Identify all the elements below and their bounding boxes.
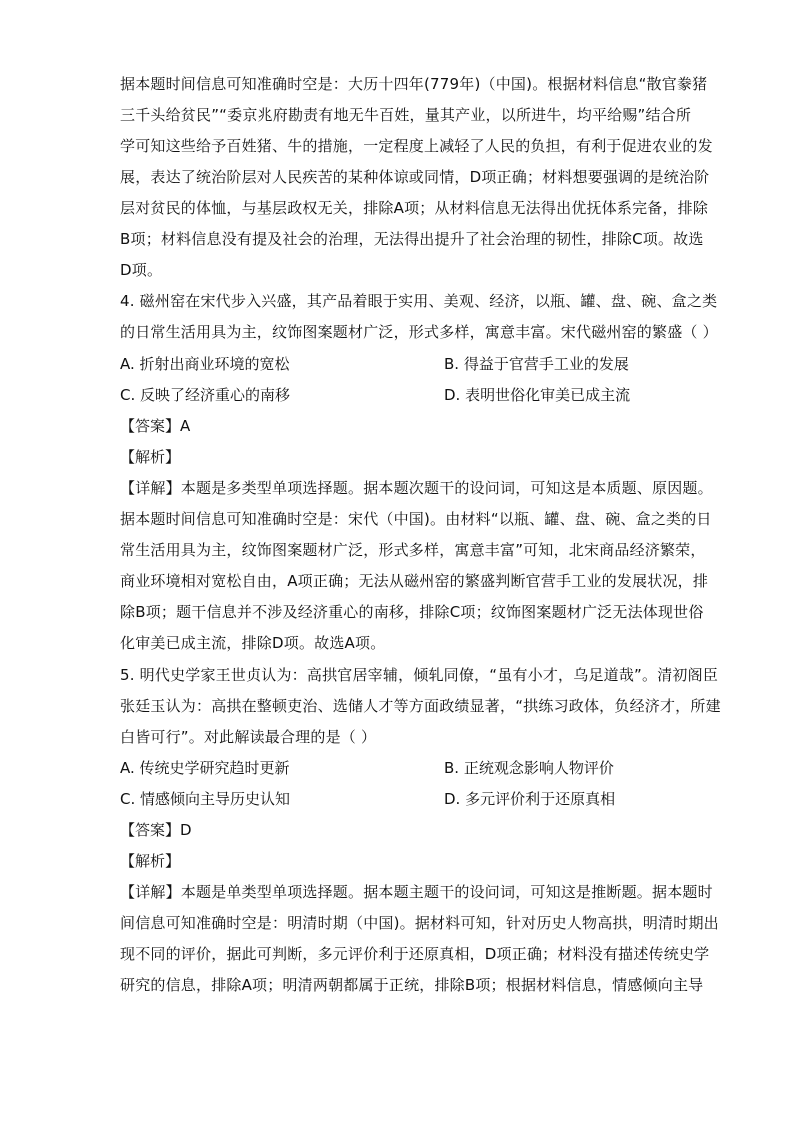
- q5-option-d: D. 多元评价利于还原真相: [444, 790, 616, 808]
- q5-option-a: A. 传统史学研究趋时更新: [120, 759, 290, 777]
- q5-option-c: C. 情感倾向主导历史认知: [120, 790, 291, 808]
- q5-stem-line: 5. 明代史学家王世贞认为：高拱官居宰辅，倾轧同僚，“虽有小才，乌足道哉”。清初阁臣: [120, 666, 719, 684]
- q5-detail-line: 间信息可知准确时空是：明清时期（中国)。据材料可知，针对历史人物高拱，明清时期出: [120, 914, 719, 932]
- q4-detail-line: 除B项；题干信息并不涉及经济重心的南移，排除C项；纹饰图案题材广泛无法体现世俗: [120, 603, 704, 621]
- q3-analysis-line: 学可知这些给予百姓猪、牛的措施，一定程度上减轻了人民的负担，有利于促进农业的发: [120, 137, 713, 155]
- q3-analysis-line: 展，表达了统治阶层对人民疾苦的某种体谅或同情，D项正确；材料想要强调的是统治阶: [120, 168, 710, 186]
- q3-analysis-line: B项；材料信息没有提及社会的治理，无法得出提升了社会治理的韧性，排除C项。故选: [120, 230, 704, 248]
- q4-option-d: D. 表明世俗化审美已成主流: [444, 386, 631, 404]
- q3-analysis-line: D项。: [120, 261, 163, 279]
- q5-analysis-label: 【解析】: [120, 852, 181, 870]
- q4-answer: 【答案】A: [120, 417, 191, 435]
- q5-stem-line: 张廷玉认为：高拱在整顿吏治、选储人才等方面政绩显著，“拱练习政体，负经济才，所建: [120, 697, 721, 715]
- q5-detail-line: 【详解】本题是单类型单项选择题。据本题主题干的设问词，可知这是推断题。据本题时: [120, 883, 713, 901]
- q4-detail-line: 常生活用具为主，纹饰图案题材广泛，形式多样，寓意丰富”可知，北宋商品经济繁荣，: [120, 541, 706, 559]
- q4-detail-line: 商业环境相对宽松自由，A项正确；无法从磁州窑的繁盛判断官营手工业的发展状况，排: [120, 572, 709, 590]
- q5-detail-line: 现不同的评价，据此可判断，多元评价利于还原真相，D项正确；材料没有描述传统史学: [120, 945, 710, 963]
- q4-option-c: C. 反映了经济重心的南移: [120, 386, 291, 404]
- q3-analysis-line: 层对贫民的体恤，与基层政权无关，排除A项；从材料信息无法得出优抚体系完备，排除: [120, 199, 709, 217]
- q4-stem-line: 的日常生活用具为主，纹饰图案题材广泛，形式多样，寓意丰富。宋代磁州窑的繁盛（ ）: [120, 323, 718, 341]
- q4-option-b: B. 得益于官营手工业的发展: [444, 355, 629, 373]
- q4-detail-line: 【详解】本题是多类型单项选择题。据本题次题干的设问词，可知这是本质题、原因题。: [120, 479, 713, 497]
- q4-detail-line: 据本题时间信息可知准确时空是：宋代（中国)。由材料“以瓶、罐、盘、碗、盒之类的日: [120, 510, 712, 528]
- q4-analysis-label: 【解析】: [120, 448, 181, 466]
- q4-detail-line: 化审美已成主流，排除D项。故选A项。: [120, 634, 386, 652]
- q3-analysis-line: 三千头给贫民”“委京兆府勘责有地无牛百姓，量其产业，以所进牛，均平给赐”结合所: [120, 106, 692, 124]
- q4-option-a: A. 折射出商业环境的宽松: [120, 355, 290, 373]
- q5-answer: 【答案】D: [120, 821, 192, 839]
- q5-detail-line: 研究的信息，排除A项；明清两朝都属于正统，排除B项；根据材料信息，情感倾向主导: [120, 976, 704, 994]
- q5-option-b: B. 正统观念影响人物评价: [444, 759, 614, 777]
- q5-stem-line: 白皆可行”。对此解读最合理的是（ ）: [120, 728, 377, 746]
- q3-analysis-line: 据本题时间信息可知准确时空是：大历十四年(779年)（中国)。根据材料信息“散官豢猪: [120, 75, 708, 93]
- q4-stem-line: 4. 磁州窑在宋代步入兴盛，其产品着眼于实用、美观、经济，以瓶、罐、盘、碗、盒之类: [120, 292, 718, 310]
